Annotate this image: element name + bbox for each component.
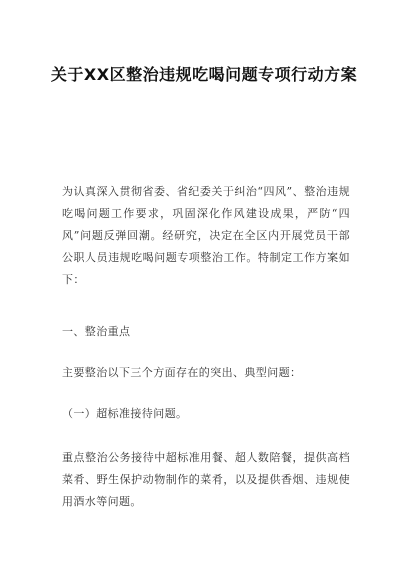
- main-text-paragraph: 主要整治以下三个方面存在的突出、典型问题：: [62, 366, 302, 379]
- section-heading: 一、整治重点: [62, 325, 131, 338]
- subsection-heading: （一）超标准接待问题。: [62, 407, 188, 420]
- document-title: 关于XX区整治违规吃喝问题专项行动方案: [50, 65, 358, 84]
- intro-paragraph: 为认真深入贯彻省委、省纪委关于纠治“四风”、整治违规吃喝问题工作要求，巩固深化作风建设成果，严防“四风”问题反弹回潮。经研究，决定在全区内开展党员干部公职人员违规吃喝问题专项整治工作。特制定工作方案如下：: [62, 185, 350, 286]
- subsection-detail-paragraph: 重点整治公务接待中超标准用餐、超人数陪餐，提供高档菜肴、野生保护动物制作的菜肴，以及提供香烟、违规使用酒水等问题。: [62, 451, 350, 508]
